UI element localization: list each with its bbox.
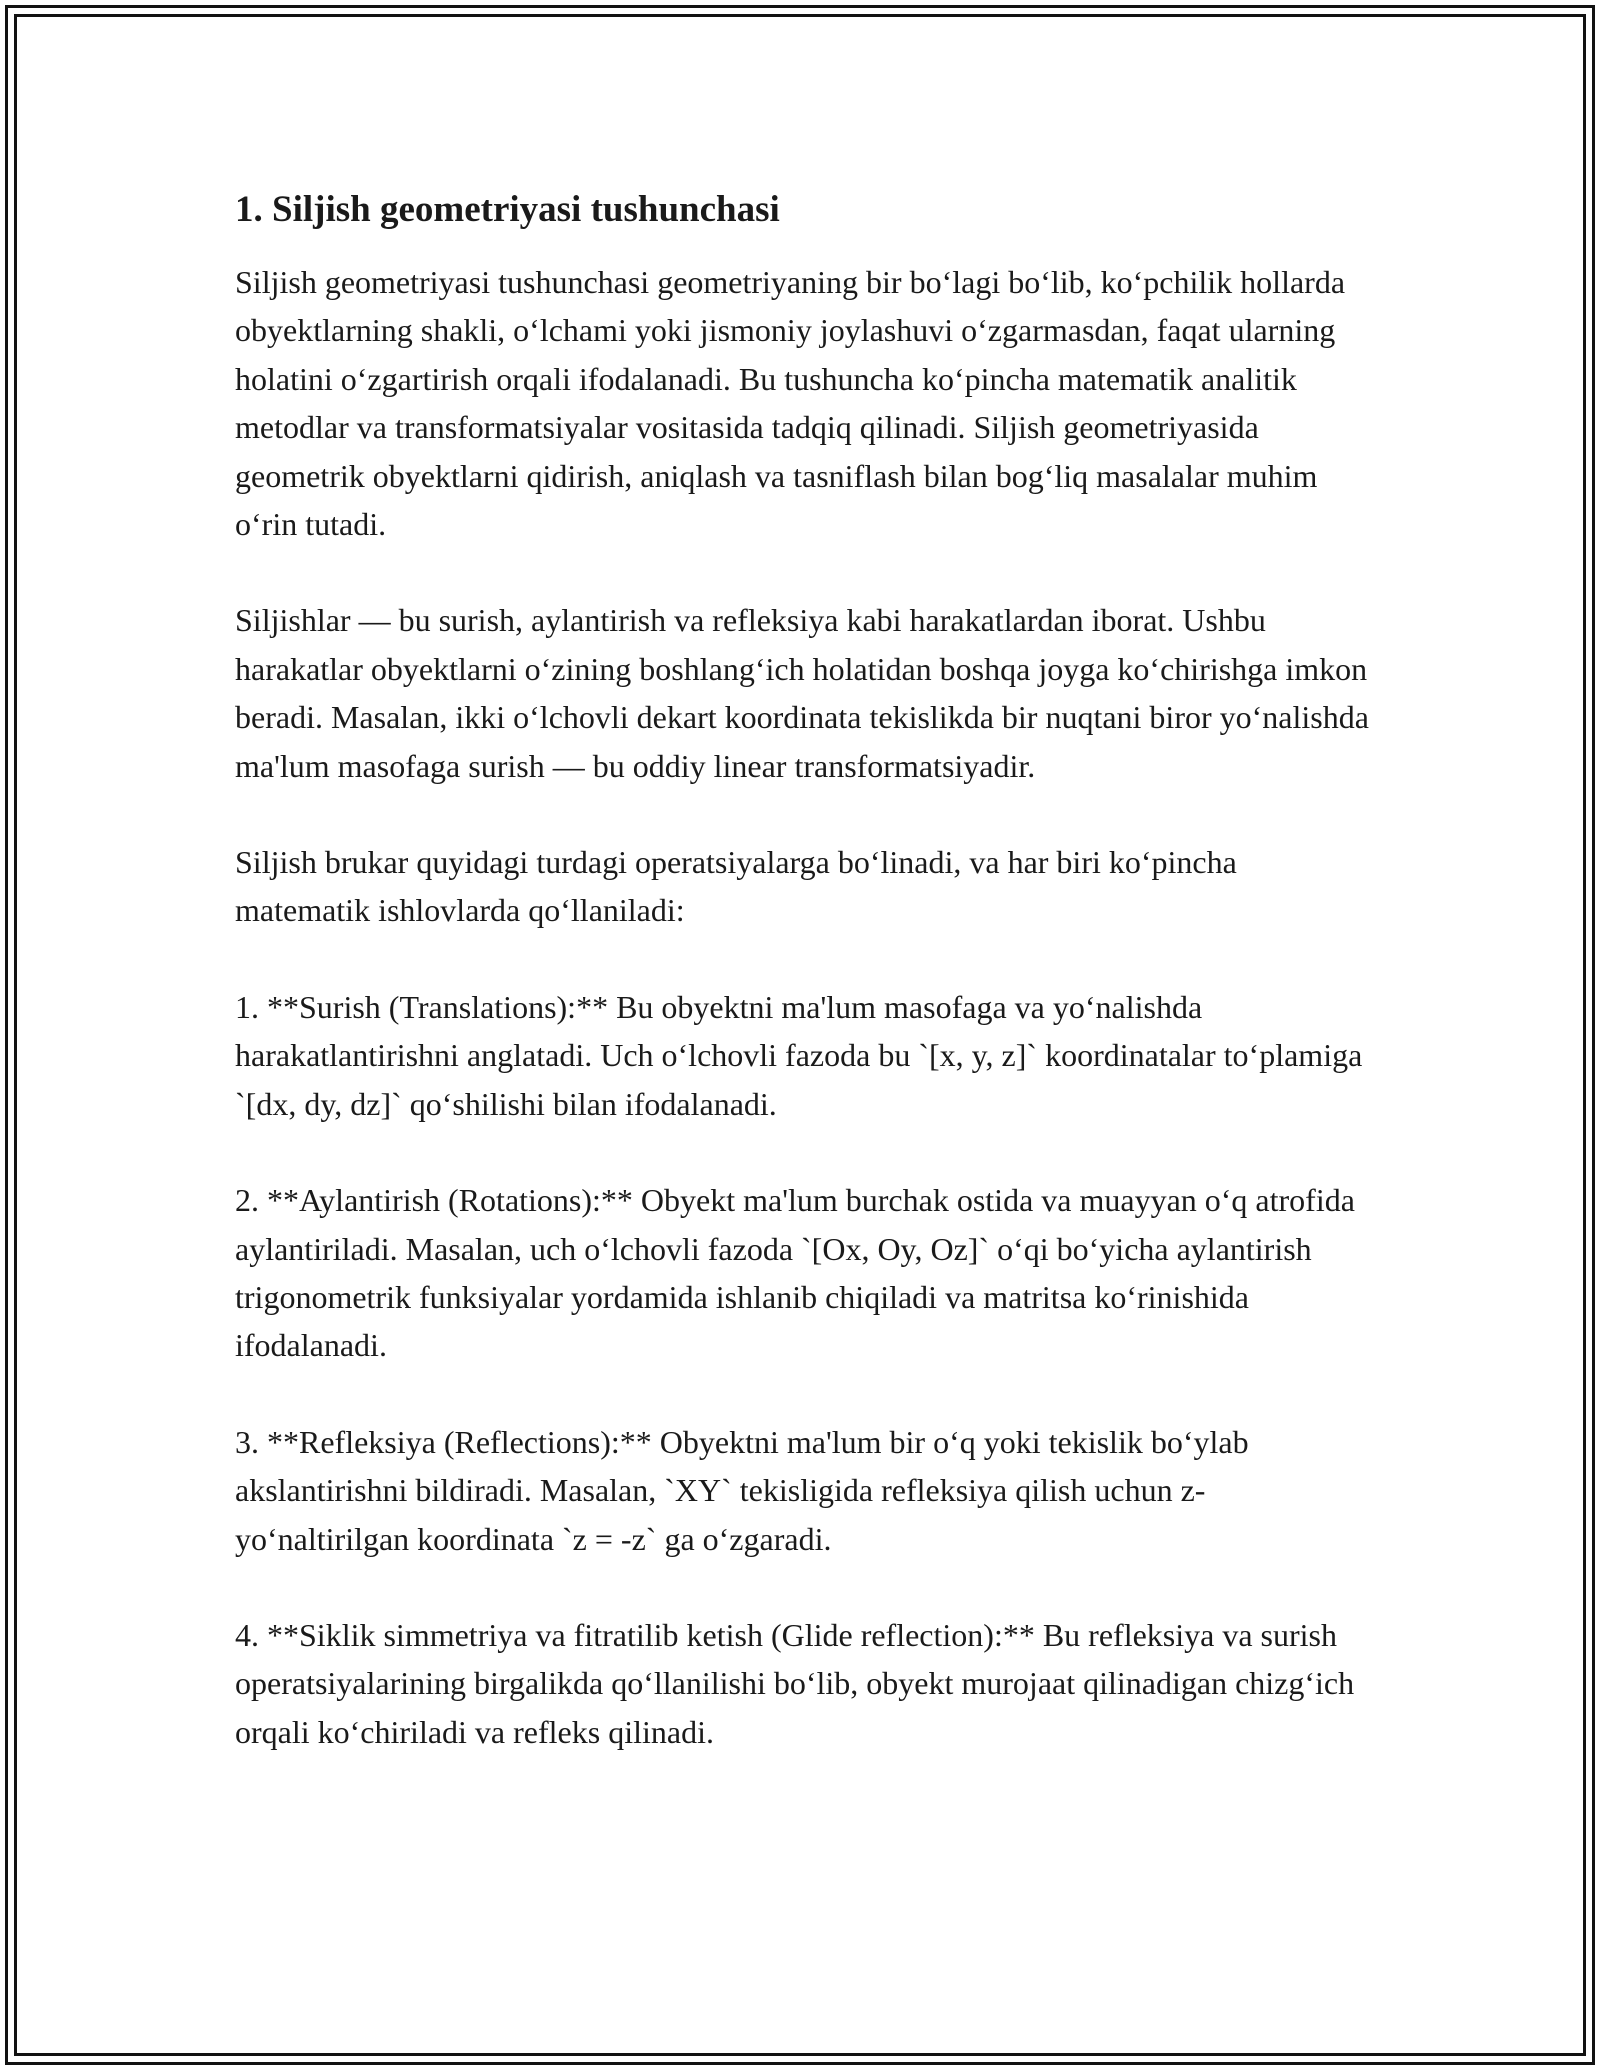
section-heading: 1. Siljish geometriyasi tushunchasi [235, 189, 780, 230]
list-item-reflections: 3. **Refleksiya (Reflections):** Obyektni ma'lum bir o‘q yoki tekislik bo‘ylab akslantirishni bildiradi. Masalan, `XY` tekisligida refleksiya qilish uchun z-yo‘naltirilgan koordinata `z = -z` ga o‘zgaradi. [235, 1423, 1249, 1557]
list-item-glide-reflection: 4. **Siklik simmetriya va fitratilib ketish (Glide reflection):** Bu refleksiya va surish operatsiyalarining birgalikda qo‘llanilishi bo‘lib, obyekt murojaat qilinadigan chizg‘ich orqali ko‘chiriladi va refleks qilinadi. [235, 1616, 1355, 1750]
list-item-translations: 1. **Surish (Translations):** Bu obyektni ma'lum masofaga va yo‘nalishda harakatlantirishni anglatadi. Uch o‘lchovli fazoda bu `[x, y, z]` koordinatalar to‘plamiga `[dx, dy, dz]` qo‘shilishi bilan ifodalanadi. [235, 988, 1363, 1122]
paragraph-operations-intro: Siljish brukar quyidagi turdagi operatsiyalarga bo‘linadi, va har biri ko‘pincha matematik ishlovlarda qo‘llaniladi: [235, 844, 1237, 929]
paragraph-intro: Siljish geometriyasi tushunchasi geometriyaning bir bo‘lagi bo‘lib, ko‘pchilik hollarda obyektlarning shakli, o‘lchami yoki jismoniy joylashuvi o‘zgarmasdan, faqat ularning holatini o‘zgartirish orqali ifodalanadi. Bu tushuncha ko‘pincha matematik analitik metodlar va transformatsiyalar vositasida tadqiq qilinadi. Siljish geometriyasida geometrik obyektlarni qidirish, aniqlash va tasniflash bilan bog‘liq masalalar muhim o‘rin tutadi. [235, 264, 1346, 543]
paragraph-movements: Siljishlar — bu surish, aylantirish va refleksiya kabi harakatlardan iborat. Ushbu harakatlar obyektlarni o‘zining boshlang‘ich holatidan boshqa joyga ko‘chirishga imkon beradi. Masalan, ikki o‘lchovli dekart koordinata tekislikda bir nuqtani biror yo‘nalishda ma'lum masofaga surish — bu oddiy linear transformatsiyadir. [235, 602, 1369, 784]
list-item-rotations: 2. **Aylantirish (Rotations):** Obyekt ma'lum burchak ostida va muayyan o‘q atrofida aylantiriladi. Masalan, uch o‘lchovli fazoda `[Ox, Oy, Oz]` o‘qi bo‘yicha aylantirish trigonometrik funksiyalar yordamida ishlanib chiqiladi va matritsa ko‘rinishida ifodalanadi. [235, 1182, 1355, 1364]
document-body [235, 186, 1375, 1804]
